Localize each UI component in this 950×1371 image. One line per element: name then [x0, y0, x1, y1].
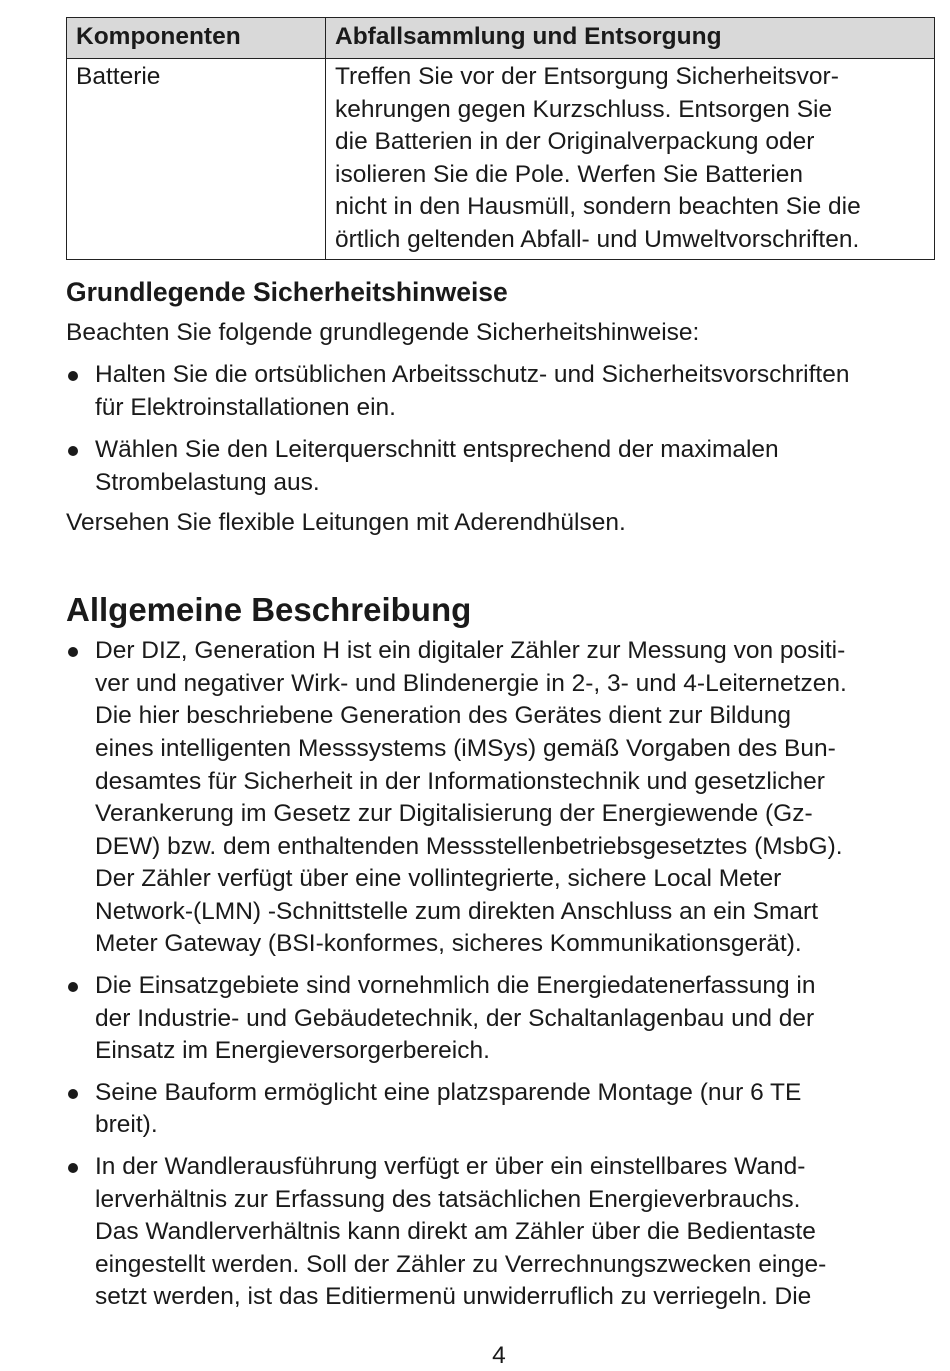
- text-line: ver und negativer Wirk- und Blindenergie in 2-, 3- und 4-Leiternetzen.: [95, 669, 847, 697]
- list-item: [66, 970, 934, 1068]
- table-cell-disposal: [326, 59, 935, 260]
- safety-intro: Beachten Sie folgende grundlegende Sicherheitshinweise:: [66, 318, 700, 346]
- table-cell-component: Batterie: [67, 59, 326, 260]
- safety-heading: Grundlegende Sicherheitshinweise: [66, 276, 508, 307]
- text-line: DEW) bzw. dem enthaltenden Messstellenbetriebsgesetztes (MsbG).: [95, 832, 843, 860]
- text-line: örtlich geltenden Abfall- und Umweltvorschriften.: [335, 225, 860, 253]
- text-line: Meter Gateway (BSI-konformes, sicheres Kommunikationsgerät).: [95, 930, 802, 958]
- list-item: [66, 1077, 934, 1142]
- safety-bullet-list: [66, 359, 934, 499]
- document-page: [66, 17, 934, 1314]
- list-item: [66, 359, 934, 424]
- text-line: eines intelligenten Messsystems (iMSys) gemäß Vorgaben des Bun-: [95, 734, 836, 762]
- text-line: Der Zähler verfügt über eine vollintegrierte, sichere Local Meter: [95, 865, 782, 893]
- bullet-icon: [68, 982, 78, 992]
- text-line: isolieren Sie die Pole. Werfen Sie Batterien: [335, 160, 804, 188]
- bullet-icon: [68, 1163, 78, 1173]
- text-line: setzt werden, ist das Editiermenü unwiderruflich zu verriegeln. Die: [95, 1283, 812, 1311]
- text-line: Einsatz im Energieversorgerbereich.: [95, 1037, 490, 1065]
- text-line: Die Einsatzgebiete sind vornehmlich die Energiedatenerfassung in: [95, 972, 816, 1000]
- text-line: eingestellt werden. Soll der Zähler zu Verrechnungszwecken einge-: [95, 1250, 827, 1278]
- table-row: [67, 59, 935, 260]
- text-line: für Elektroinstallationen ein.: [95, 393, 396, 421]
- list-item: [66, 434, 934, 499]
- list-item: [66, 635, 934, 961]
- table-header-row: [67, 18, 935, 59]
- text-line: Wählen Sie den Leiterquerschnitt entsprechend der maximalen: [95, 436, 779, 464]
- text-line: der Industrie- und Gebäudetechnik, der Schaltanlagenbau und der: [95, 1004, 815, 1032]
- text-line: kehrungen gegen Kurzschluss. Entsorgen Sie: [335, 95, 833, 123]
- text-line: die Batterien in der Originalverpackung oder: [335, 128, 815, 156]
- bullet-icon: [68, 446, 78, 456]
- text-line: breit).: [95, 1111, 158, 1139]
- text-line: Das Wandlerverhältnis kann direkt am Zähler über die Bedientaste: [95, 1218, 816, 1246]
- description-bullet-list: [66, 635, 934, 1314]
- list-item: [66, 1151, 934, 1314]
- text-line: Seine Bauform ermöglicht eine platzsparende Montage (nur 6 TE: [95, 1078, 802, 1106]
- text-line: desamtes für Sicherheit in der Informationstechnik und gesetzlicher: [95, 767, 825, 795]
- text-line: Strombelastung aus.: [95, 468, 320, 496]
- description-heading: Allgemeine Beschreibung: [66, 591, 472, 629]
- text-line: Treffen Sie vor der Entsorgung Sicherheitsvor-: [335, 63, 839, 90]
- bullet-icon: [68, 1089, 78, 1099]
- safety-note: Versehen Sie flexible Leitungen mit Aderendhülsen.: [66, 508, 626, 536]
- text-line: In der Wandlerausführung verfügt er über ein einstellbares Wand-: [95, 1153, 806, 1181]
- text-line: Der DIZ, Generation H ist ein digitaler Zähler zur Messung von positi-: [95, 637, 846, 665]
- bullet-icon: [68, 647, 78, 657]
- table-header-disposal: Abfallsammlung und Entsorgung: [326, 18, 935, 59]
- text-line: nicht in den Hausmüll, sondern beachten Sie die: [335, 193, 861, 221]
- text-line: Network-(LMN) -Schnittstelle zum direkten Anschluss an ein Smart: [95, 897, 819, 925]
- page-number: 4: [492, 1342, 506, 1369]
- text-line: lerverhältnis zur Erfassung des tatsächlichen Energieverbrauchs.: [95, 1185, 801, 1213]
- table-header-components: Komponenten: [67, 18, 326, 59]
- disposal-table: [66, 17, 935, 260]
- bullet-icon: [68, 371, 78, 381]
- text-line: Die hier beschriebene Generation des Gerätes dient zur Bildung: [95, 702, 791, 730]
- text-line: Verankerung im Gesetz zur Digitalisierung der Energiewende (Gz-: [95, 800, 813, 828]
- text-line: Halten Sie die ortsüblichen Arbeitsschutz- und Sicherheitsvorschriften: [95, 361, 850, 389]
